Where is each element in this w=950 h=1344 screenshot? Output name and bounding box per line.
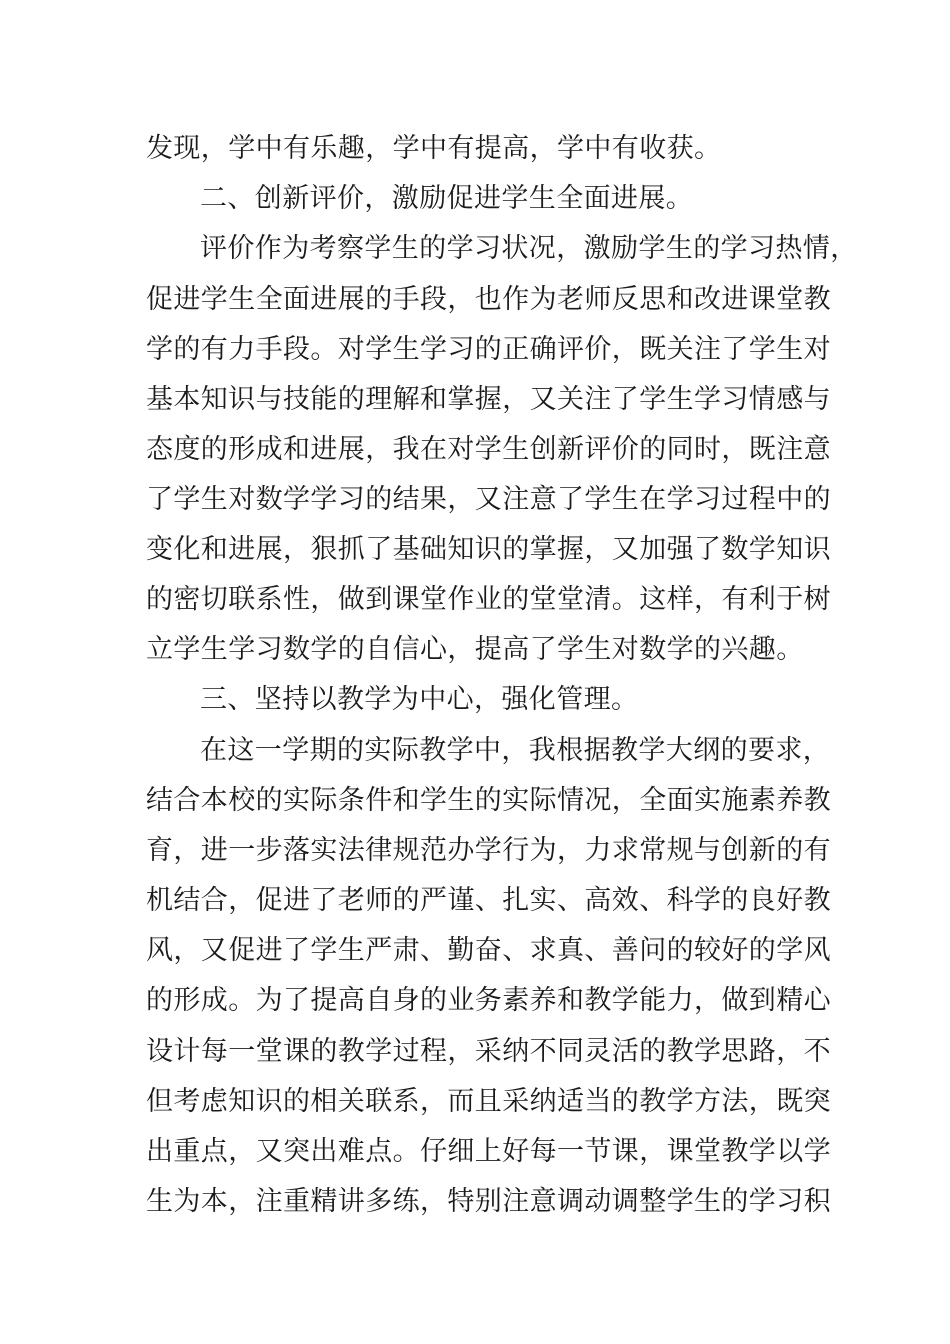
text-line: 设计每一堂课的教学过程，采纳不同灵活的教学思路，不 [146, 1036, 831, 1067]
text-line: 立学生学习数学的自信心，提高了学生对数学的兴趣。 [146, 634, 804, 665]
text-line: 的密切联系性，做到课堂作业的堂堂清。这样，有利于树 [146, 584, 831, 615]
text-line: 风，又促进了学生严肃、勤奋、求真、善问的较好的学风 [146, 935, 831, 966]
text-line: 变化和进展，狠抓了基础知识的掌握，又加强了数学知识 [146, 534, 831, 565]
text-line: 的形成。为了提高自身的业务素养和教学能力，做到精心 [146, 985, 831, 1016]
section-heading: 三、坚持以教学为中心，强化管理。 [200, 684, 639, 715]
text-line: 基本知识与技能的理解和掌握，又关注了学生学习情感与 [146, 384, 831, 415]
text-line: 评价作为考察学生的学习状况，激励学生的学习热情， [200, 233, 858, 264]
text-line: 机结合，促进了老师的严谨、扎实、高效、科学的良好教 [146, 885, 831, 916]
text-line: 结合本校的实际条件和学生的实际情况，全面实施素养教 [146, 785, 831, 816]
text-line: 育，进一步落实法律规范办学行为，力求常规与创新的有 [146, 835, 831, 866]
section-heading: 二、创新评价，激励促进学生全面进展。 [200, 183, 694, 214]
text-line: 在这一学期的实际教学中，我根据教学大纲的要求， [200, 735, 831, 766]
text-line: 态度的形成和进展，我在对学生创新评价的同时，既注意 [146, 434, 831, 465]
text-line: 学的有力手段。对学生学习的正确评价，既关注了学生对 [146, 334, 831, 365]
text-line: 发现，学中有乐趣，学中有提高，学中有收获。 [146, 133, 722, 164]
text-line: 了学生对数学学习的结果，又注意了学生在学习过程中的 [146, 484, 831, 515]
text-line: 促进学生全面进展的手段，也作为老师反思和改进课堂教 [146, 284, 831, 315]
text-line: 但考虑知识的相关联系，而且采纳适当的教学方法，既突 [146, 1086, 831, 1117]
text-line: 生为本，注重精讲多练，特别注意调动调整学生的学习积 [146, 1186, 831, 1217]
text-line: 出重点，又突出难点。仔细上好每一节课，课堂教学以学 [146, 1136, 831, 1167]
